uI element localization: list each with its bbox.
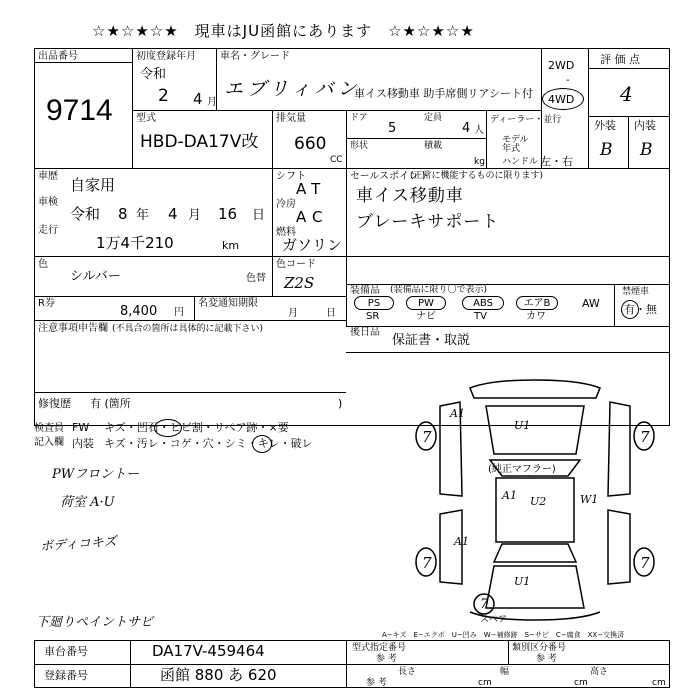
displacement-value: 660 (294, 134, 327, 154)
equipment-note: (装備品に限り〇で表示) (390, 285, 488, 295)
color-code-value: Z2S (284, 274, 315, 292)
inspection-label: 車検 (38, 197, 58, 208)
spec-height-unit: cm (652, 678, 666, 688)
selling-note: (正常に機能するものに限ります) (410, 171, 544, 181)
fuel-value: ガソリン (282, 236, 343, 254)
divider (588, 68, 670, 69)
inspection-month: 4 (168, 205, 178, 223)
selling-label: セールスポイント (350, 171, 430, 182)
shift-label: シフト (276, 171, 306, 182)
spec-ref-bottom: 参 考 (366, 678, 387, 688)
spec-width-unit: cm (574, 678, 588, 688)
divider (346, 138, 486, 139)
nonsmoking-circle (621, 300, 639, 319)
registration-era: 令和 (140, 67, 167, 82)
mileage-label: 走行 (38, 225, 58, 236)
spec-type-label: 型式指定番号 (352, 643, 407, 653)
inspection-era: 令和 (70, 205, 101, 223)
inspection-day-unit: 日 (252, 208, 266, 223)
spec-class-ref: 参 考 (536, 654, 557, 664)
checks-row1-head: FW (72, 421, 90, 434)
damage-mark-back: U1 (514, 575, 531, 588)
roof (496, 478, 574, 542)
selling-line2: ブレーキサポート (356, 212, 500, 232)
damage-mark-wheel-rl: 7 (422, 554, 432, 572)
color-label: 色 (38, 259, 48, 270)
handle-value: 左・右 (540, 155, 573, 168)
damage-mark-wheel-fr: 7 (640, 428, 650, 446)
plate-label: 登録番号 (44, 669, 88, 682)
drive-4wd: 4WD (548, 93, 575, 106)
plate-value: 函館 880 あ 620 (160, 666, 277, 684)
nonsmoking-label: 禁煙車 (622, 287, 650, 297)
door-label: ドア (350, 113, 368, 123)
fuel-label: 燃料 (276, 227, 296, 238)
registration-month-unit: 月 (207, 97, 217, 108)
rear-window (494, 544, 576, 562)
divider (346, 640, 347, 688)
damage-mark-rl: A1 (454, 535, 469, 548)
ac-label: 冷房 (276, 199, 296, 210)
equipment-label: 装備品 (350, 285, 380, 296)
kg-unit: kg (474, 157, 485, 167)
damage-legend: A−キズ E−エクボ U−凹み W−補修跡 S−サビ C−腐食 XX−交換済 (382, 631, 625, 639)
chassis-label: 車台番号 (44, 645, 88, 658)
nonsmoking-value: 有・無 (624, 303, 657, 316)
divider (346, 168, 347, 256)
docs-label: 後日品 (350, 327, 380, 338)
divider (34, 168, 670, 169)
inspector-note-1: PWフロントー (52, 467, 140, 482)
lot-label: 出品番号 (38, 51, 78, 62)
car-label: 車名・グレード (220, 51, 290, 62)
mileage-value: 1万4千210 (96, 234, 174, 252)
ac-value: AC (296, 208, 329, 226)
chassis-value: DA17V-459464 (152, 642, 265, 660)
divider (132, 48, 133, 168)
divider (34, 296, 346, 297)
spec-class-label: 類別区分番号 (512, 643, 567, 653)
checks-label-1: 検査員 (34, 423, 64, 434)
spare-label: スペア (480, 615, 508, 625)
damage-mark-roof: U2 (530, 495, 547, 508)
divider (508, 640, 509, 664)
recycle-value: 8,400 (120, 304, 158, 319)
lot-number: 9714 (46, 94, 113, 127)
right-rear-panel (608, 510, 630, 584)
check-circle-dent (154, 419, 182, 437)
divider (588, 48, 589, 168)
dash-mark: - (566, 75, 570, 86)
inspect-date-label: 名変通知期限 (198, 298, 258, 309)
exterior-label: 外装 (594, 119, 616, 132)
back-door (486, 566, 584, 608)
inspector-note-2: 荷室 A·U (60, 495, 115, 510)
inspector-note-4: 下廻りペイントサビ (36, 615, 154, 630)
damage-mark-side2: W1 (580, 493, 599, 506)
color-code-label: 色コード (276, 259, 316, 270)
notes-label: 注意事項申告欄 (38, 323, 108, 334)
equipment-item-ps: PS (354, 296, 394, 310)
equipment-item-abs: ABS (462, 296, 504, 310)
damage-mark-wheel-rr: 7 (640, 554, 650, 572)
checks-row1: キズ・凹石・ヒビ割・リペア跡・×要 (104, 421, 289, 434)
hood (486, 406, 584, 454)
divider (346, 256, 347, 326)
interior-value: B (640, 140, 653, 160)
capacity-label: 定員 (424, 113, 443, 123)
spec-length-unit: cm (478, 678, 492, 688)
inspector-note-3: ボディコキズ (39, 534, 118, 555)
selling-line1: 車イス移動車 (356, 186, 464, 206)
equipment-item-airbag: エアB (516, 296, 558, 310)
drive-2wd: 2WD (548, 59, 575, 72)
registration-month: 4 (193, 90, 203, 108)
inspection-month-unit: 月 (188, 208, 202, 223)
divider (34, 320, 346, 321)
capacity-unit: 人 (474, 125, 484, 136)
divider (541, 48, 542, 168)
divider (272, 168, 273, 256)
divider (272, 110, 273, 168)
spec-length-label: 長さ (398, 667, 417, 677)
damage-mark-side1: A1 (502, 489, 517, 502)
inspect-date-day: 日 (326, 308, 336, 319)
shift-value: AT (296, 180, 327, 198)
divider (588, 116, 670, 117)
divider (346, 352, 670, 353)
checks-row2: キズ・汚レ・コゲ・穴・シミ・キレ・破レ (104, 437, 313, 450)
right-front-panel (608, 402, 630, 496)
rating-label: 評 価 点 (600, 53, 640, 66)
front-bumper (470, 380, 600, 398)
inspection-year-unit: 年 (136, 208, 150, 223)
divider (272, 256, 273, 296)
divider (346, 284, 670, 285)
drive-4wd-circle (542, 88, 584, 110)
displacement-label: 排気量 (276, 113, 306, 124)
color-value: シルバー (70, 269, 121, 284)
inspect-date-month: 月 (288, 308, 298, 319)
divider (614, 284, 615, 326)
divider (628, 116, 629, 168)
recycle-label: R券 (38, 298, 55, 309)
check-circle-stain (252, 435, 272, 453)
exterior-value: B (600, 140, 613, 160)
mileage-unit: km (222, 239, 240, 252)
cc-unit: CC (330, 155, 343, 165)
registration-year: 2 (158, 86, 169, 106)
load-label: 積載 (424, 141, 443, 151)
docs-value: 保証書・取説 (392, 333, 471, 348)
damage-mark-spare: 7 (480, 597, 489, 612)
equipment-item-navi: ナビ (416, 311, 436, 322)
equipment-item-pw: PW (406, 296, 446, 310)
damage-mark-hood: U1 (514, 419, 531, 432)
damage-mark-wheel-fl: 7 (422, 428, 432, 446)
divider (132, 110, 541, 111)
repair-close: ) (338, 397, 343, 410)
inspection-day: 16 (218, 205, 238, 223)
history-label: 車歴 (38, 171, 58, 182)
checks-label-2: 記入欄 (34, 437, 64, 448)
checks-row2-head: 内装 (72, 437, 94, 450)
model-label: 型式 (136, 113, 156, 124)
damage-mark-fl: A1 (450, 407, 465, 420)
divider (34, 256, 670, 257)
handle-label: ハンドル (502, 157, 539, 167)
divider (194, 296, 195, 320)
shape-label: 形状 (350, 141, 369, 151)
repair-label: 修復歴 (38, 397, 71, 410)
recycle-unit: 円 (174, 307, 184, 318)
rating-overall: 4 (620, 82, 633, 106)
spec-width-label: 幅 (500, 667, 510, 677)
door-value: 5 (388, 121, 397, 136)
equipment-item-sr: SR (366, 311, 380, 322)
divider (346, 326, 670, 327)
inspection-year: 8 (118, 205, 128, 223)
divider (34, 62, 132, 63)
registration-label: 初度登録年月 (136, 51, 196, 62)
divider (216, 48, 217, 110)
divider (346, 110, 347, 168)
model-value: HBD-DA17V改 (140, 132, 259, 152)
color-change-label: 色替 (246, 273, 266, 284)
capacity-value: 4 (462, 121, 471, 136)
notes-sub: (不具合の箇所は具体的に記載下さい) (112, 324, 264, 334)
spec-type-ref: 参 考 (376, 654, 397, 664)
car-grade: 車イス移動車 助手席側リアシート付 (354, 87, 533, 100)
spec-height-label: 高さ (590, 667, 609, 677)
equipment-item-leather: カワ (526, 311, 546, 322)
model-year-label: モデル年式 (502, 135, 529, 154)
divider (34, 392, 346, 393)
repair-value: 有 (箇所 (90, 397, 131, 410)
divider (130, 640, 131, 688)
history-value: 自家用 (70, 176, 116, 194)
diagram-caption: (純正マフラー) (488, 464, 556, 475)
dealer-label: ディーラー・並行 (490, 115, 562, 125)
interior-label: 内装 (634, 119, 656, 132)
divider (486, 110, 487, 168)
equipment-item-aw: AW (582, 297, 600, 310)
equipment-item-tv: TV (474, 311, 487, 322)
car-name: エブリィバン (224, 78, 361, 100)
header-title: ☆★☆★☆★ 現車はJU函館にあります ☆★☆★☆★ (92, 22, 475, 40)
